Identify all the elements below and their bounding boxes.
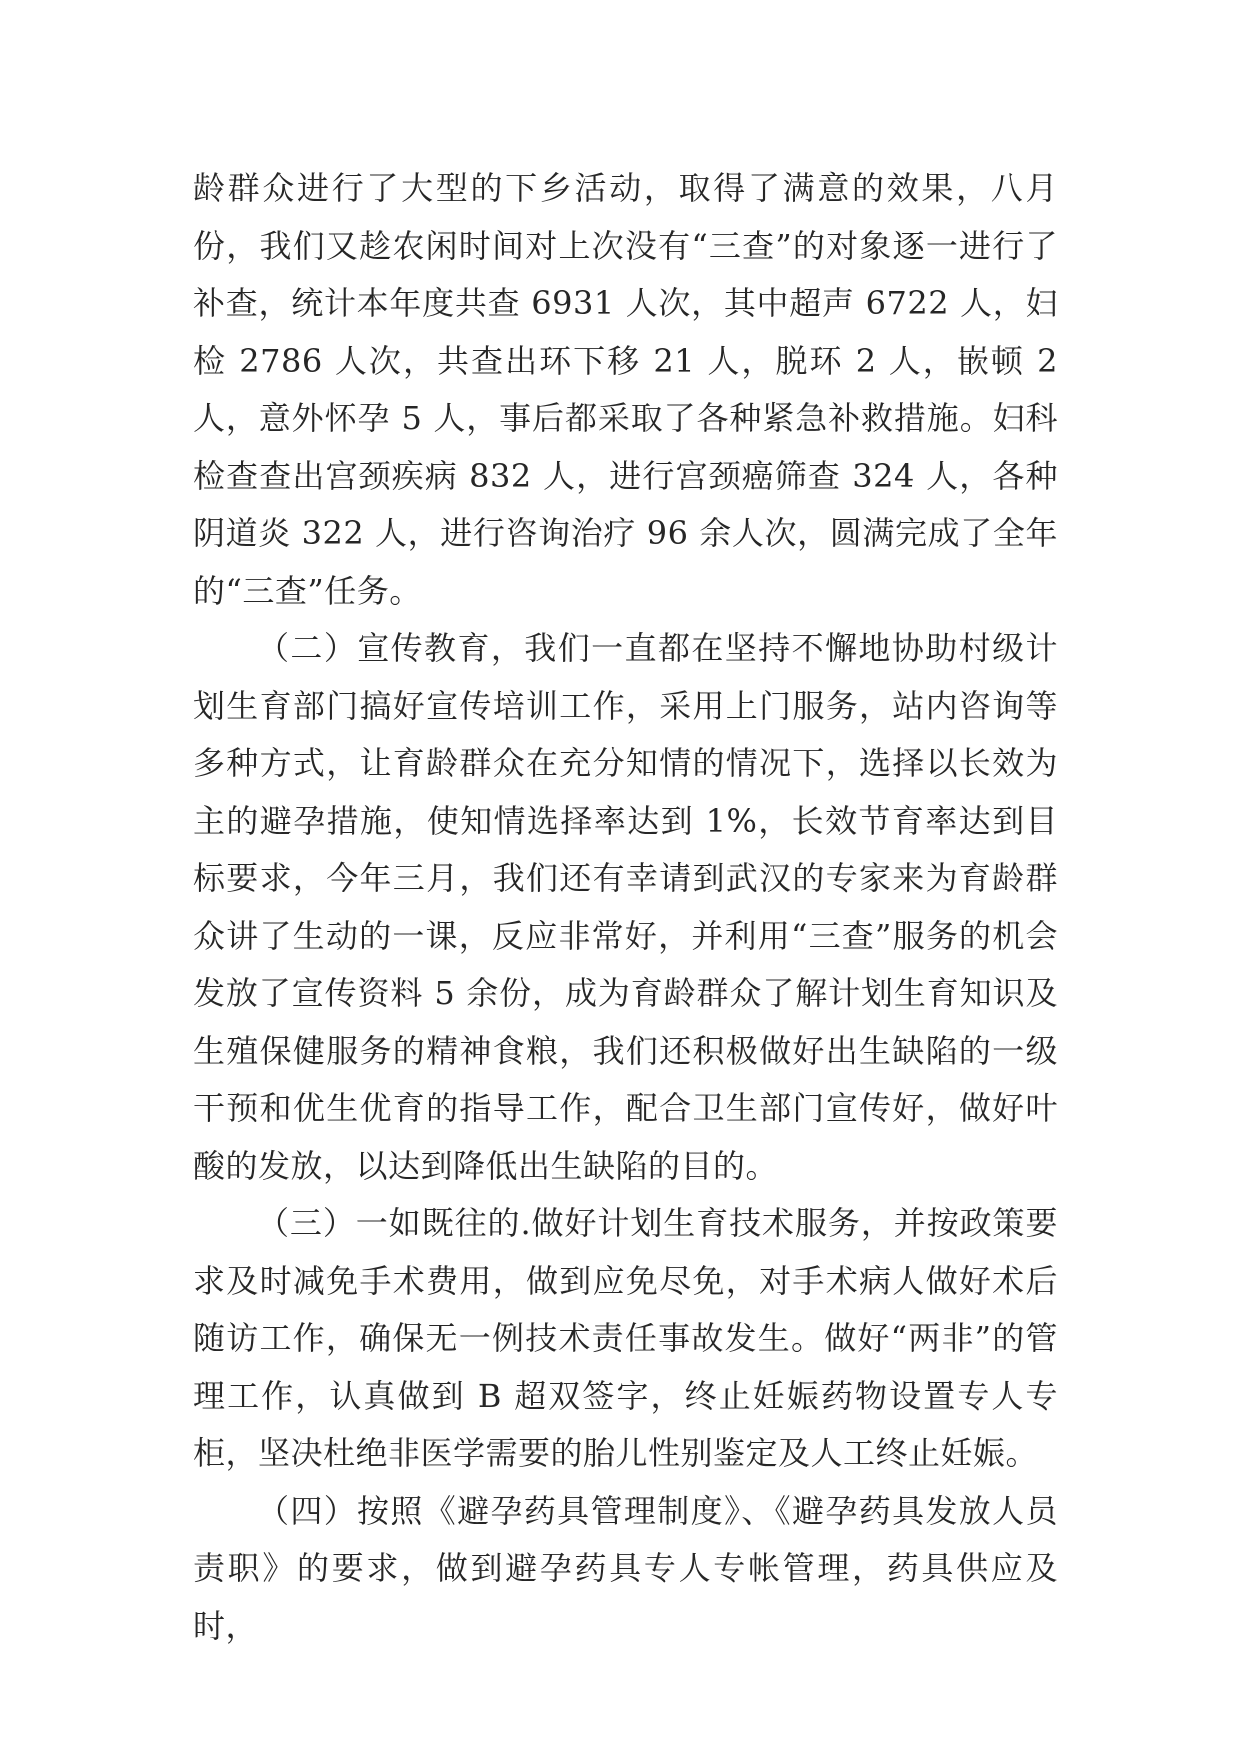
document-body — [193, 160, 1058, 1655]
paragraph-2: （二）宣传教育，我们一直都在坚持不懈地协助村级计划生育部门搞好宣传培训工作，采用上门服务，站内咨询等多种方式，让育龄群众在充分知情的情况下，选择以长效为主的避孕措施，使知情选择率达到 1%，长效节育率达到目标要求，今年三月，我们还有幸请到武汉的专家来为育龄群众讲了生动的一课，反应非常好，并利用“三查”服务的机会发放了宣传资料 5 余份，成为育龄群众了解计划生育知识及生殖保健服务的精神食粮，我们还积极做好出生缺陷的一级干预和优生优育的指导工作，配合卫生部门宣传好，做好叶酸的发放，以达到降低出生缺陷的目的。 — [193, 629, 1058, 1185]
paragraph-1: 龄群众进行了大型的下乡活动，取得了满意的效果，八月份，我们又趁农闲时间对上次没有“三查”的对象逐一进行了补查，统计本年度共查 6931 人次，其中超声 6722 人，妇检 2786 人次，共查出环下移 21 人，脱环 2 人，嵌顿 2 人，意外怀孕 5 人，事后都采取了各种紧急补救措施。妇科检查查出宫颈疾病 832 人，进行宫颈癌筛查 324 人，各种阴道炎 322 人，进行咨询治疗 96 余人次，圆满完成了全年的“三查”任务。 — [193, 169, 1058, 610]
paragraph-3: （三）一如既往的.做好计划生育技术服务，并按政策要求及时减免手术费用，做到应免尽免，对手术病人做好术后随访工作，确保无一例技术责任事故发生。做好“两非”的管理工作，认真做到 B 超双签字，终止妊娠药物设置专人专柜，坚决杜绝非医学需要的胎儿性别鉴定及人工终止妊娠。 — [193, 1204, 1058, 1472]
paragraph-4: （四）按照《避孕药具管理制度》、《避孕药具发放人员责职》的要求，做到避孕药具专人专帐管理，药具供应及时， — [193, 1491, 1058, 1645]
